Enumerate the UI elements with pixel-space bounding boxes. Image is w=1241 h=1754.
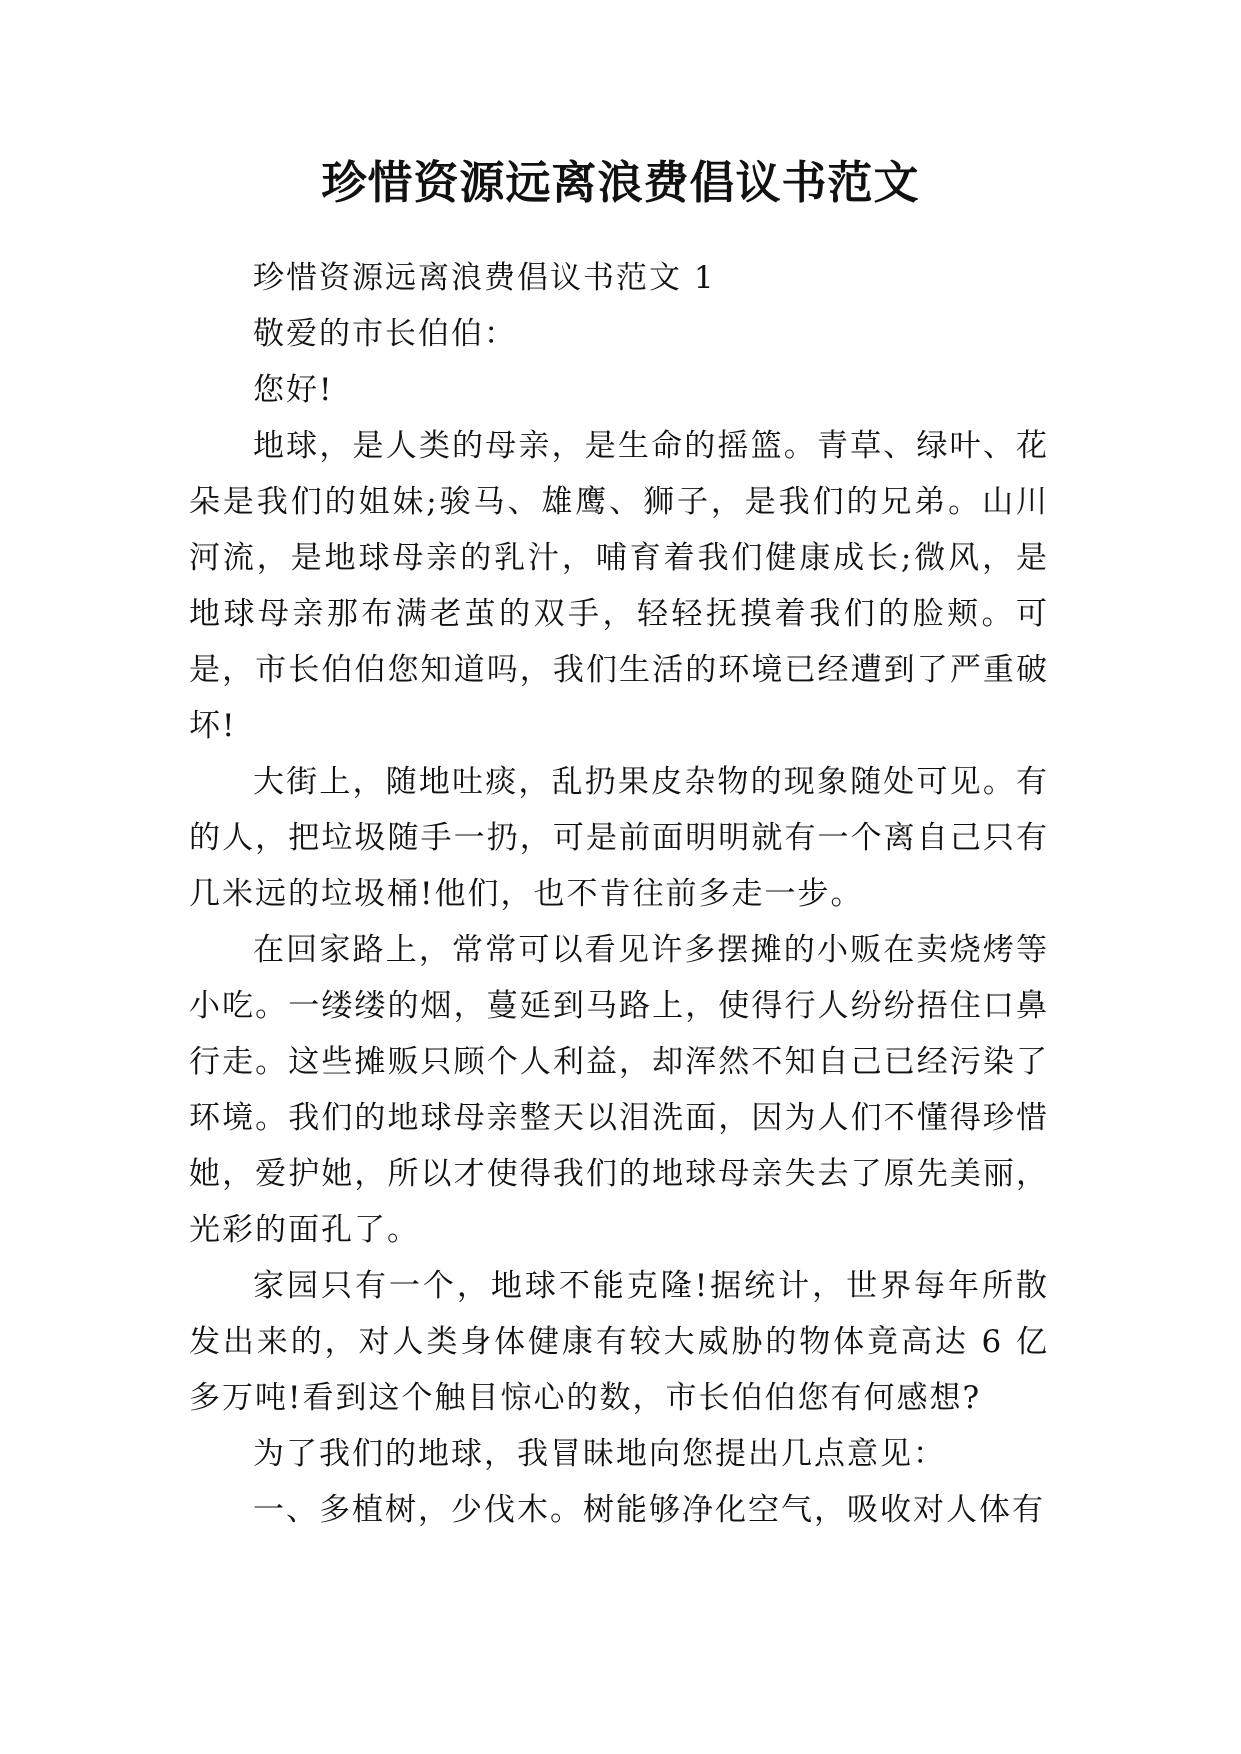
paragraph-vendors: 在回家路上，常常可以看见许多摆摊的小贩在卖烧烤等小吃。一缕缕的烟，蔓延到马路上，使得行人纷纷捂住口鼻行走。这些摊贩只顾个人利益，却浑然不知自己已经污染了环境。我们的地球母亲整天以泪洗面，因为人们不懂得珍惜她，爱护她，所以才使得我们的地球母亲失去了原先美丽，光彩的面孔了。 bbox=[189, 932, 1049, 1248]
document-body bbox=[189, 250, 1049, 1538]
paragraph-street: 大街上，随地吐痰，乱扔果皮杂物的现象随处可见。有的人，把垃圾随手一扔，可是前面明明就有一个离自己只有几米远的垃圾桶!他们，也不肯往前多走一步。 bbox=[189, 764, 1049, 912]
salutation: 敬爱的市长伯伯： bbox=[253, 316, 517, 352]
paragraph-statistics: 家园只有一个，地球不能克隆!据统计，世界每年所散发出来的，对人类身体健康有较大威胁的物体竟高达 6 亿多万吨!看到这个触目惊心的数，市长伯伯您有何感想? bbox=[189, 1268, 1049, 1416]
paragraph-suggestions-intro: 为了我们的地球，我冒昧地向您提出几点意见： bbox=[253, 1436, 946, 1472]
section-heading: 珍惜资源远离浪费倡议书范文 1 bbox=[253, 260, 716, 296]
paragraph-earth: 地球，是人类的母亲，是生命的摇篮。青草、绿叶、花朵是我们的姐妹;骏马、雄鹰、狮子，是我们的兄弟。山川河流，是地球母亲的乳汁，哺育着我们健康成长;微风，是地球母亲那布满老茧的双手，轻轻抚摸着我们的脸颊。可是，市长伯伯您知道吗，我们生活的环境已经遭到了严重破坏! bbox=[189, 428, 1049, 744]
paragraph-suggestion-1: 一、多植树，少伐木。树能够净化空气，吸收对人体有 bbox=[253, 1492, 1045, 1528]
greeting: 您好! bbox=[253, 372, 334, 408]
document-title: 珍惜资源远离浪费倡议书范文 bbox=[321, 156, 920, 209]
